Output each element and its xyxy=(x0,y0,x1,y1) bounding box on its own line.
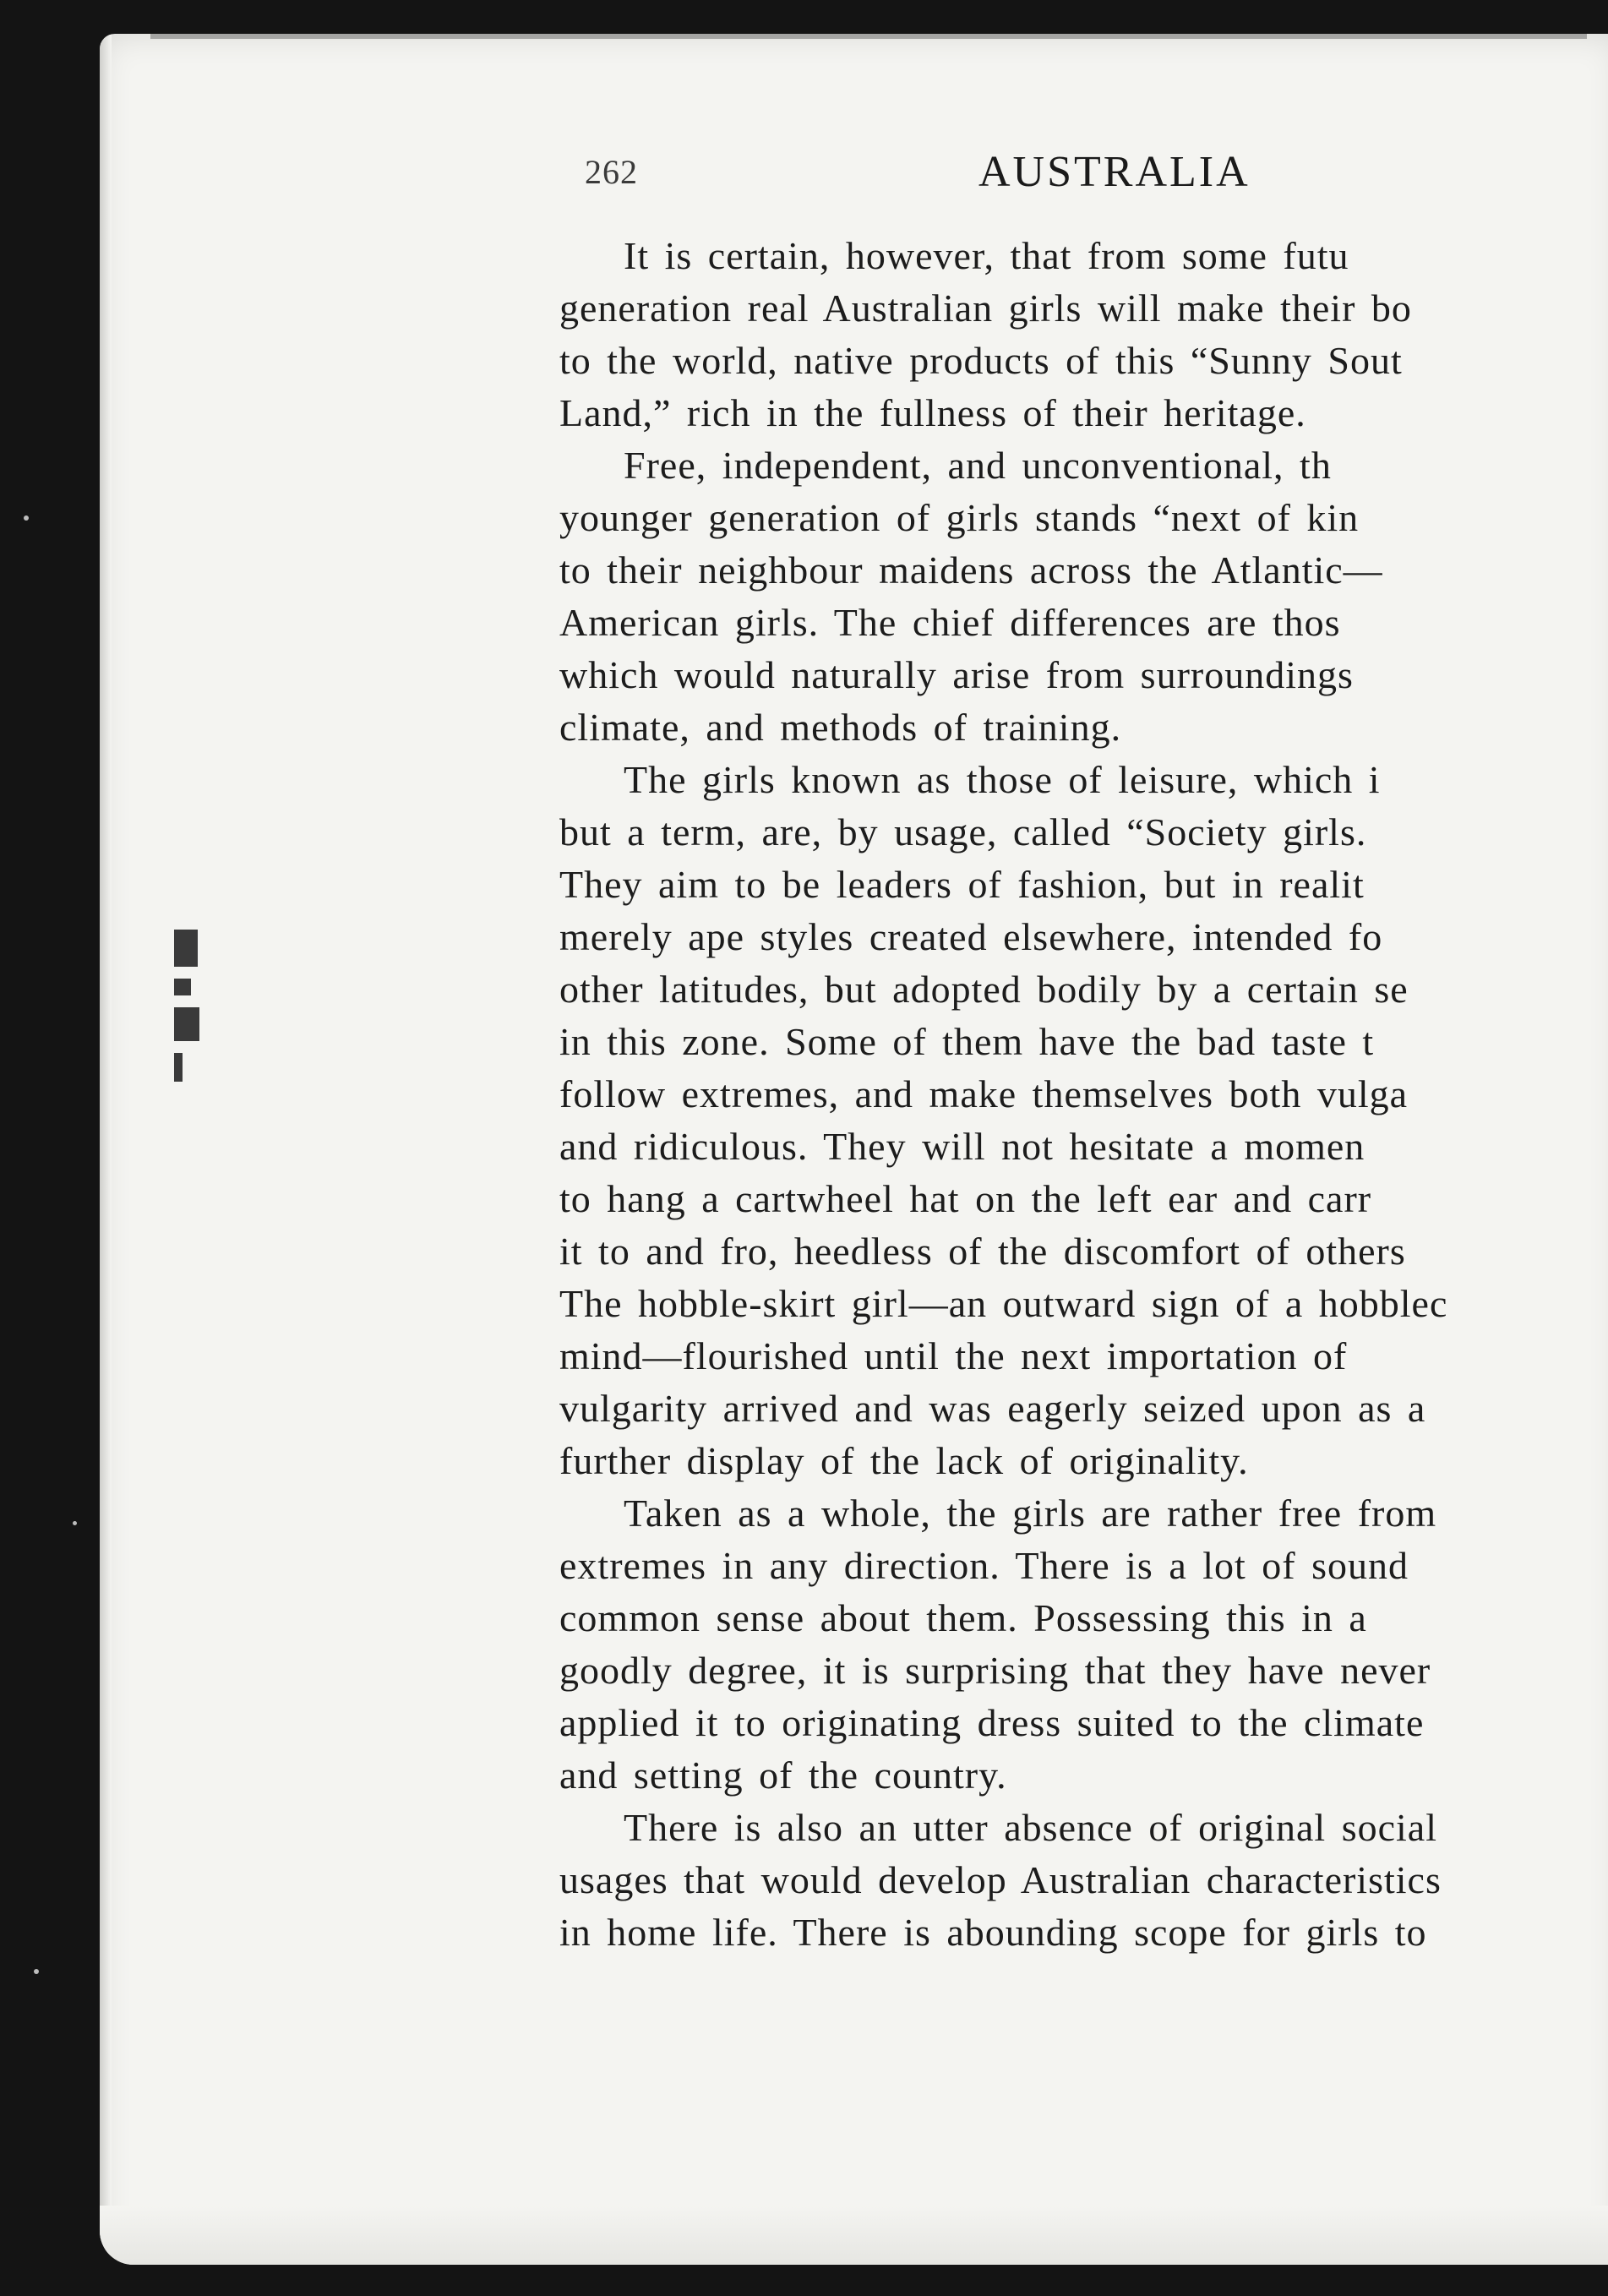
page-top-edge xyxy=(150,34,1587,39)
text-line: applied it to originating dress suited to the climate xyxy=(559,1701,1425,1744)
text-line: The girls known as those of leisure, which i xyxy=(624,758,1381,801)
body-text xyxy=(559,230,1608,2241)
text-line: further display of the lack of originality. xyxy=(559,1439,1249,1482)
text-line: vulgarity arrived and was eagerly seized upon as a xyxy=(559,1387,1426,1430)
text-line: merely ape styles created elsewhere, intended fo xyxy=(559,915,1383,958)
text-line: it to and fro, heedless of the discomfort of others xyxy=(559,1230,1406,1273)
text-line: and ridiculous. They will not hesitate a momen xyxy=(559,1125,1365,1168)
text-line: other latitudes, but adopted bodily by a certain se xyxy=(559,968,1409,1011)
text-line: younger generation of girls stands “next of kin xyxy=(559,496,1360,539)
text-line: common sense about them. Possessing this in a xyxy=(559,1596,1367,1639)
page-left-edge xyxy=(100,34,112,2265)
text-line: to hang a cartwheel hat on the left ear and carr xyxy=(559,1177,1372,1220)
page-number: 262 xyxy=(585,153,638,191)
text-line: Taken as a whole, the girls are rather free from xyxy=(624,1492,1437,1535)
text-line: generation real Australian girls will make their bo xyxy=(559,286,1412,330)
text-line: which would naturally arise from surroundings xyxy=(559,653,1354,696)
text-line: in home life. There is abounding scope for girls to xyxy=(559,1911,1427,1954)
text-line: to their neighbour maidens across the Atlantic— xyxy=(559,548,1383,592)
text-line: usages that would develop Australian characteristics xyxy=(559,1858,1442,1901)
text-line: climate, and methods of training. xyxy=(559,706,1122,749)
text-line: They aim to be leaders of fashion, but in realit xyxy=(559,863,1365,906)
text-line: Land,” rich in the fullness of their heritage. xyxy=(559,391,1306,434)
film-speck xyxy=(73,1521,77,1525)
text-line: mind—flourished until the next importation of xyxy=(559,1334,1348,1377)
text-line: but a term, are, by usage, called “Society girls. xyxy=(559,810,1367,854)
film-speck xyxy=(24,515,29,521)
margin-stamp-mark xyxy=(174,930,208,1099)
text-line: American girls. The chief differences are thos xyxy=(559,601,1341,644)
text-line: and setting of the country. xyxy=(559,1753,1007,1797)
text-line: goodly degree, it is surprising that they have never xyxy=(559,1649,1431,1692)
text-line: extremes in any direction. There is a lot of sound xyxy=(559,1544,1409,1587)
text-line: follow extremes, and make themselves both vulga xyxy=(559,1072,1409,1115)
text-line: to the world, native products of this “Sunny Sout xyxy=(559,339,1403,382)
page-title: AUSTRALIA xyxy=(978,148,1251,196)
running-head xyxy=(585,147,1608,206)
text-line: Free, independent, and unconventional, th xyxy=(624,444,1332,487)
text-line: It is certain, however, that from some futu xyxy=(624,234,1349,277)
text-line: The hobble-skirt girl—an outward sign of a hobblec xyxy=(559,1282,1448,1325)
text-line: in this zone. Some of them have the bad taste t xyxy=(559,1020,1375,1063)
text-line: There is also an utter absence of original social xyxy=(624,1806,1438,1849)
film-speck xyxy=(34,1969,39,1974)
